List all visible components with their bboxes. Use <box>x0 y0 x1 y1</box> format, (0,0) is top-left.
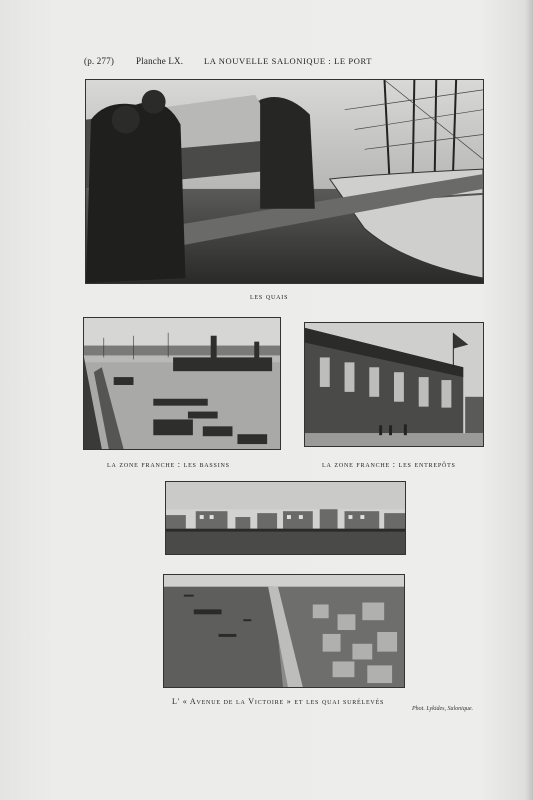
photo-quays <box>85 79 484 284</box>
photo-waterfront-panorama <box>165 481 406 555</box>
quays-photo-image <box>86 80 483 283</box>
page-header <box>84 56 484 70</box>
page-reference: (p. 277) <box>84 56 115 66</box>
warehouses-photo-image <box>305 323 483 446</box>
page-edge-shadow <box>525 0 533 800</box>
plate-number: Planche LX. <box>136 56 184 66</box>
caption-basins: la zone franche : les bassins <box>107 460 230 469</box>
panorama-photo-image <box>166 482 405 554</box>
plate-title: LA NOUVELLE SALONIQUE : LE PORT <box>204 56 373 66</box>
photo-credit: Phot. Lykides, Salonique. <box>412 706 473 712</box>
photo-basins <box>83 317 281 450</box>
caption-avenue: L' « Avenue de la Victoire » et les quai surélevés <box>172 697 385 706</box>
caption-quays: les quais <box>250 292 289 301</box>
basins-photo-image <box>84 318 280 449</box>
avenue-photo-image <box>164 575 404 687</box>
photo-victory-avenue <box>163 574 405 688</box>
caption-warehouses: la zone franche : les entrepôts <box>322 460 456 469</box>
photo-warehouses <box>304 322 484 447</box>
